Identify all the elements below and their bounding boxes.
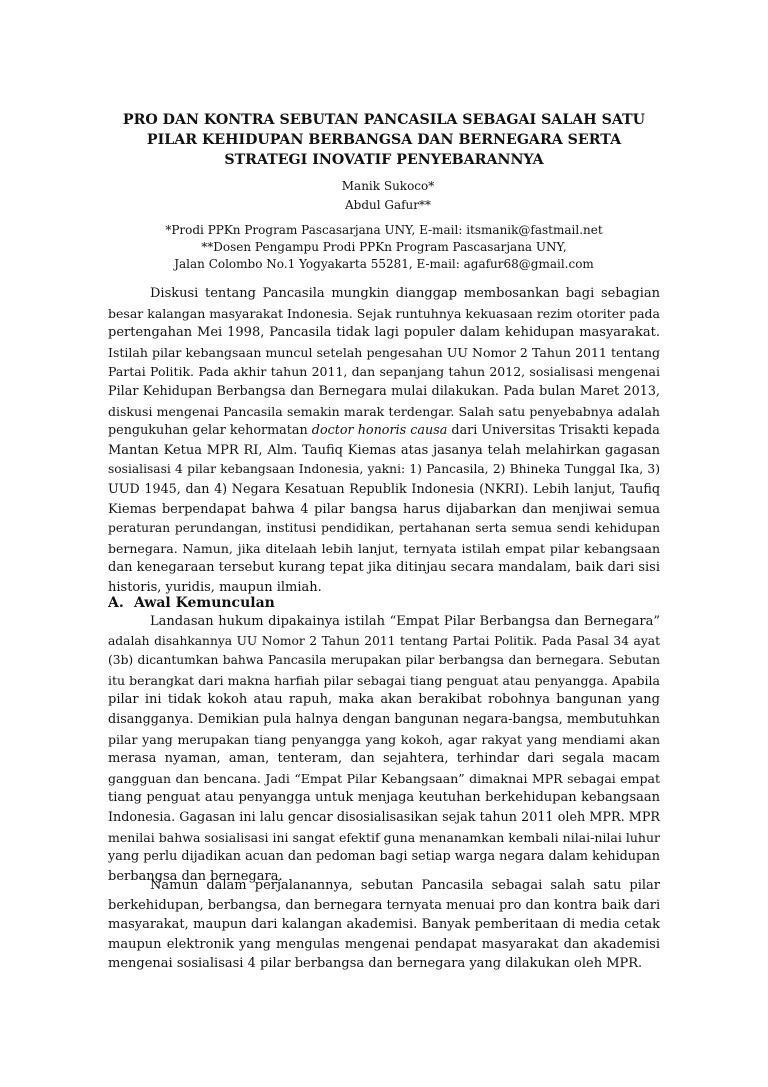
- text-run: [108, 421, 660, 441]
- paragraph-line: diskusi mengenai Pancasila semakin marak terdengar. Salah satu penyebabnya adalah: [108, 403, 660, 419]
- paragraph-line: disangganya. Demikian pula halnya dengan bangunan negara-bangsa, membutuhkan: [108, 711, 660, 727]
- paragraph-line: UUD 1945, dan 4) Negara Kesatuan Republik Indonesia (NKRI). Lebih lanjut, Taufiq: [108, 481, 660, 497]
- paper-title: [108, 110, 660, 170]
- text-run: dari Universitas Trisakti kepada: [447, 423, 660, 439]
- paragraph-line: adalah disahkannya UU Nomor 2 Tahun 2011 tentang Partai Politik. Pada Pasal 34 ayat: [108, 633, 660, 648]
- paragraph-line: (3b) dicantumkan bahwa Pancasila merupakan pilar berbangsa dan bernegara. Sebutan: [108, 653, 660, 668]
- paragraph-line: Kiemas berpendapat bahwa 4 pilar bangsa harus dijabarkan dan menjiwai semua: [108, 501, 660, 517]
- author-name: Abdul Gafur**: [344, 198, 432, 212]
- text-run: pengukuhan gelar kehormatan: [108, 423, 312, 439]
- section-paragraph: [108, 876, 660, 974]
- paragraph-line: Landasan hukum dipakainya istilah “Empat Pilar Berbangsa dan Bernegara”: [150, 614, 660, 629]
- paragraph-line: Pilar Kehidupan Berbangsa dan Bernegara mulai dilakukan. Pada bulan Maret 2013,: [108, 383, 660, 399]
- paragraph-line: Partai Politik. Pada akhir tahun 2011, dan sepanjang tahun 2012, sosialisasi mengenai: [108, 364, 660, 380]
- paragraph-line: Istilah pilar kebangsaan muncul setelah pengesahan UU Nomor 2 Tahun 2011 tentang: [108, 344, 660, 360]
- paragraph-line: Indonesia. Gagasan ini lalu gencar disosialisasikan sejak tahun 2011 oleh MPR. MPR: [108, 809, 660, 825]
- paragraph-line: Namun dalam perjalanannya, sebutan Pancasila sebagai salah satu pilar: [150, 878, 660, 893]
- paragraph-line: pertengahan Mei 1998, Pancasila tidak lagi populer dalam kehidupan masyarakat.: [108, 325, 660, 341]
- section-title: Awal Kemunculan: [134, 595, 275, 611]
- paragraph-line: historis, yuridis, maupun ilmiah.: [108, 579, 322, 595]
- section-paragraph: [108, 612, 660, 886]
- paragraph-line: besar kalangan masyarakat Indonesia. Sejak runtuhnya kekuasaan rezim otoriter pada: [108, 305, 660, 321]
- paragraph-line: merasa nyaman, aman, tenteram, dan sejahtera, terhindar dari segala macam: [108, 751, 660, 767]
- affiliation-line: **Dosen Pengampu Prodi PPKn Program Pascasarjana UNY,: [201, 240, 567, 254]
- paragraph-line: berkehidupan, berbangsa, dan bernegara ternyata menuai pro dan kontra baik dari: [108, 897, 661, 913]
- paragraph-line: gangguan dan bencana. Jadi “Empat Pilar Kebangsaan” dimaknai MPR sebagai empat: [108, 770, 660, 786]
- title-line: STRATEGI INOVATIF PENYEBARANNYA: [224, 152, 544, 168]
- section-number: A.: [108, 595, 124, 611]
- affiliations: [108, 222, 660, 273]
- paragraph-line: peraturan perundangan, institusi pendidikan, pertahanan serta semua sendi kehidupan: [108, 521, 660, 536]
- paragraph-line: menilai bahwa sosialisasi ini sangat efektif guna menanamkan kembali nilai-nilai luhur: [108, 829, 660, 845]
- paragraph-line: itu berangkat dari makna harfiah pilar sebagai tiang penguat atau penyangga. Apabila: [108, 672, 660, 688]
- paragraph-line: maupun elektronik yang mengulas mengenai pendapat masyarakat dan akademisi: [108, 936, 660, 952]
- paragraph-line: tiang penguat atau penyangga untuk menjaga keutuhan berkehidupan kebangsaan: [108, 790, 660, 806]
- paragraph-line: pilar ini tidak kokoh atau rapuh, maka akan berakibat robohnya bangunan yang: [108, 692, 660, 708]
- author-name: Manik Sukoco*: [341, 179, 435, 193]
- italic-term: doctor honoris causa: [311, 423, 448, 439]
- paragraph-line: Mantan Ketua MPR RI, Alm. Taufiq Kiemas atas jasanya telah melahirkan gagasan: [108, 442, 660, 458]
- section-heading: [108, 594, 660, 613]
- paragraph-line: Diskusi tentang Pancasila mungkin dianggap membosankan bagi sebagian: [150, 286, 660, 301]
- author-list: [108, 177, 660, 215]
- paragraph-line-mixed: [108, 421, 660, 441]
- paragraph-line: masyarakat, maupun dari kalangan akademisi. Banyak pemberitaan di media cetak: [108, 917, 660, 933]
- paragraph-line: yang perlu dijadikan acuan dan pedoman bagi setiap warga negara dalam kehidupan: [108, 849, 660, 865]
- title-line: PRO DAN KONTRA SEBUTAN PANCASILA SEBAGAI SALAH SATU: [122, 112, 646, 128]
- paragraph-line: dan kenegaraan tersebut kurang tepat jika ditinjau secara mandalam, baik dari sisi: [108, 560, 660, 576]
- title-line: PILAR KEHIDUPAN BERBANGSA DAN BERNEGARA SERTA: [146, 132, 622, 148]
- abstract-paragraph: [108, 284, 660, 598]
- affiliation-line: *Prodi PPKn Program Pascasarjana UNY, E-mail: itsmanik@fastmail.net: [165, 223, 603, 237]
- affiliation-line: Jalan Colombo No.1 Yogyakarta 55281, E-mail: agafur68@gmail.com: [174, 257, 594, 271]
- paragraph-line: sosialisasi 4 pilar kebangsaan Indonesia, yakni: 1) Pancasila, 2) Bhineka Tunggal Ika, 3): [108, 462, 660, 477]
- paragraph-line: berbangsa dan bernegara.: [108, 868, 283, 884]
- paragraph-line: mengenai sosialisasi 4 pilar berbangsa dan bernegara yang dilakukan oleh MPR.: [108, 956, 643, 972]
- paragraph-line: pilar yang merupakan tiang penyangga yang kokoh, agar rakyat yang mendiami akan: [108, 731, 660, 747]
- paragraph-line: bernegara. Namun, jika ditelaah lebih lanjut, ternyata istilah empat pilar kebangsaan: [108, 540, 660, 556]
